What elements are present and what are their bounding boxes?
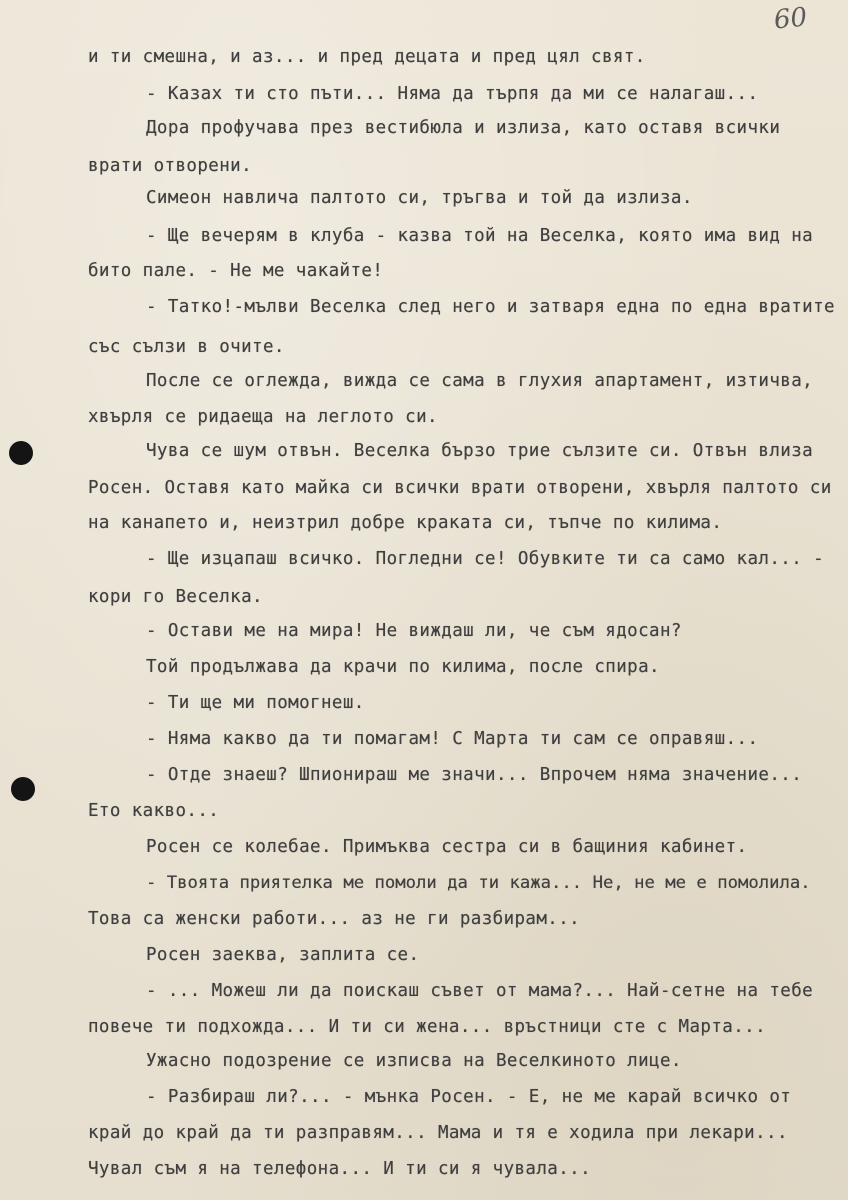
- text-line: - Разбираш ли?... - мънка Росен. - Е, не ме карай всичко от: [146, 1087, 792, 1107]
- text-line: Дора профучава през вестибюла и излиза, като оставя всички: [146, 118, 781, 138]
- text-line: - Остави ме на мира! Не виждаш ли, че съм ядосан?: [146, 621, 682, 641]
- text-line: врати отворени.: [88, 156, 253, 176]
- text-line: Ужасно подозрение се изписва на Веселкиното лице.: [146, 1051, 682, 1071]
- text-line: Чува се шум отвън. Веселка бързо трие сълзите си. Отвън влиза: [146, 441, 814, 461]
- text-line: и ти смешна, и аз... и пред децата и пред цял свят.: [88, 47, 646, 67]
- text-line: - Отде знаеш? Шпионираш ме значи... Впрочем няма значение...: [146, 765, 803, 785]
- text-line: - Казах ти сто пъти... Няма да търпя да ми се налагаш...: [146, 84, 759, 104]
- text-line: Той продължава да крачи по килима, после спира.: [146, 657, 660, 677]
- page-number: 60: [772, 2, 809, 36]
- text-line: кори го Веселка.: [88, 587, 263, 607]
- text-line: Ето какво...: [88, 801, 220, 821]
- text-line: - Татко!-мълви Веселка след него и затваря една по една вратите: [146, 297, 835, 317]
- text-line: После се оглежда, вижда се сама в глухия апартамент, изтичва,: [146, 371, 814, 391]
- text-line: - Ще изцапаш всичко. Погледни се! Обувките ти са само кал... -: [146, 549, 825, 569]
- text-line: Чувал съм я на телефона... И ти си я чувала...: [88, 1159, 592, 1179]
- text-line: Росен заеква, заплита се.: [146, 945, 420, 965]
- text-line: повече ти подхожда... И ти си жена... връстници сте с Марта...: [88, 1017, 767, 1037]
- text-line: Симеон навлича палтото си, тръгва и той да излиза.: [146, 188, 693, 208]
- text-line: край до край да ти разправям... Мама и тя е ходила при лекари...: [88, 1123, 788, 1143]
- text-line: хвърля се ридаеща на леглото си.: [88, 407, 438, 427]
- text-line: бито пале. - Не ме чакайте!: [88, 261, 384, 281]
- text-line: Росен. Оставя като майка си всички врати отворени, хвърля палтото си: [88, 478, 832, 498]
- text-line: - Ще вечерям в клуба - казва той на Веселка, която има вид на: [146, 226, 814, 246]
- text-line: на канапето и, неизтрил добре краката си, тъпче по килима.: [88, 513, 723, 533]
- text-line: - Няма какво да ти помагам! С Марта ти сам се оправяш...: [146, 729, 759, 749]
- text-line: със сълзи в очите.: [88, 337, 285, 357]
- text-line: - Твоята приятелка ме помоли да ти кажа... Не, не ме е помолила.: [146, 873, 811, 893]
- text-line: - ... Можеш ли да поискаш съвет от мама?... Най-сетне на тебе: [146, 981, 814, 1001]
- text-line: - Ти ще ми помогнеш.: [146, 693, 365, 713]
- text-line: Това са женски работи... аз не ги разбирам...: [88, 909, 581, 929]
- text-line: Росен се колебае. Примъква сестра си в бащиния кабинет.: [146, 837, 748, 857]
